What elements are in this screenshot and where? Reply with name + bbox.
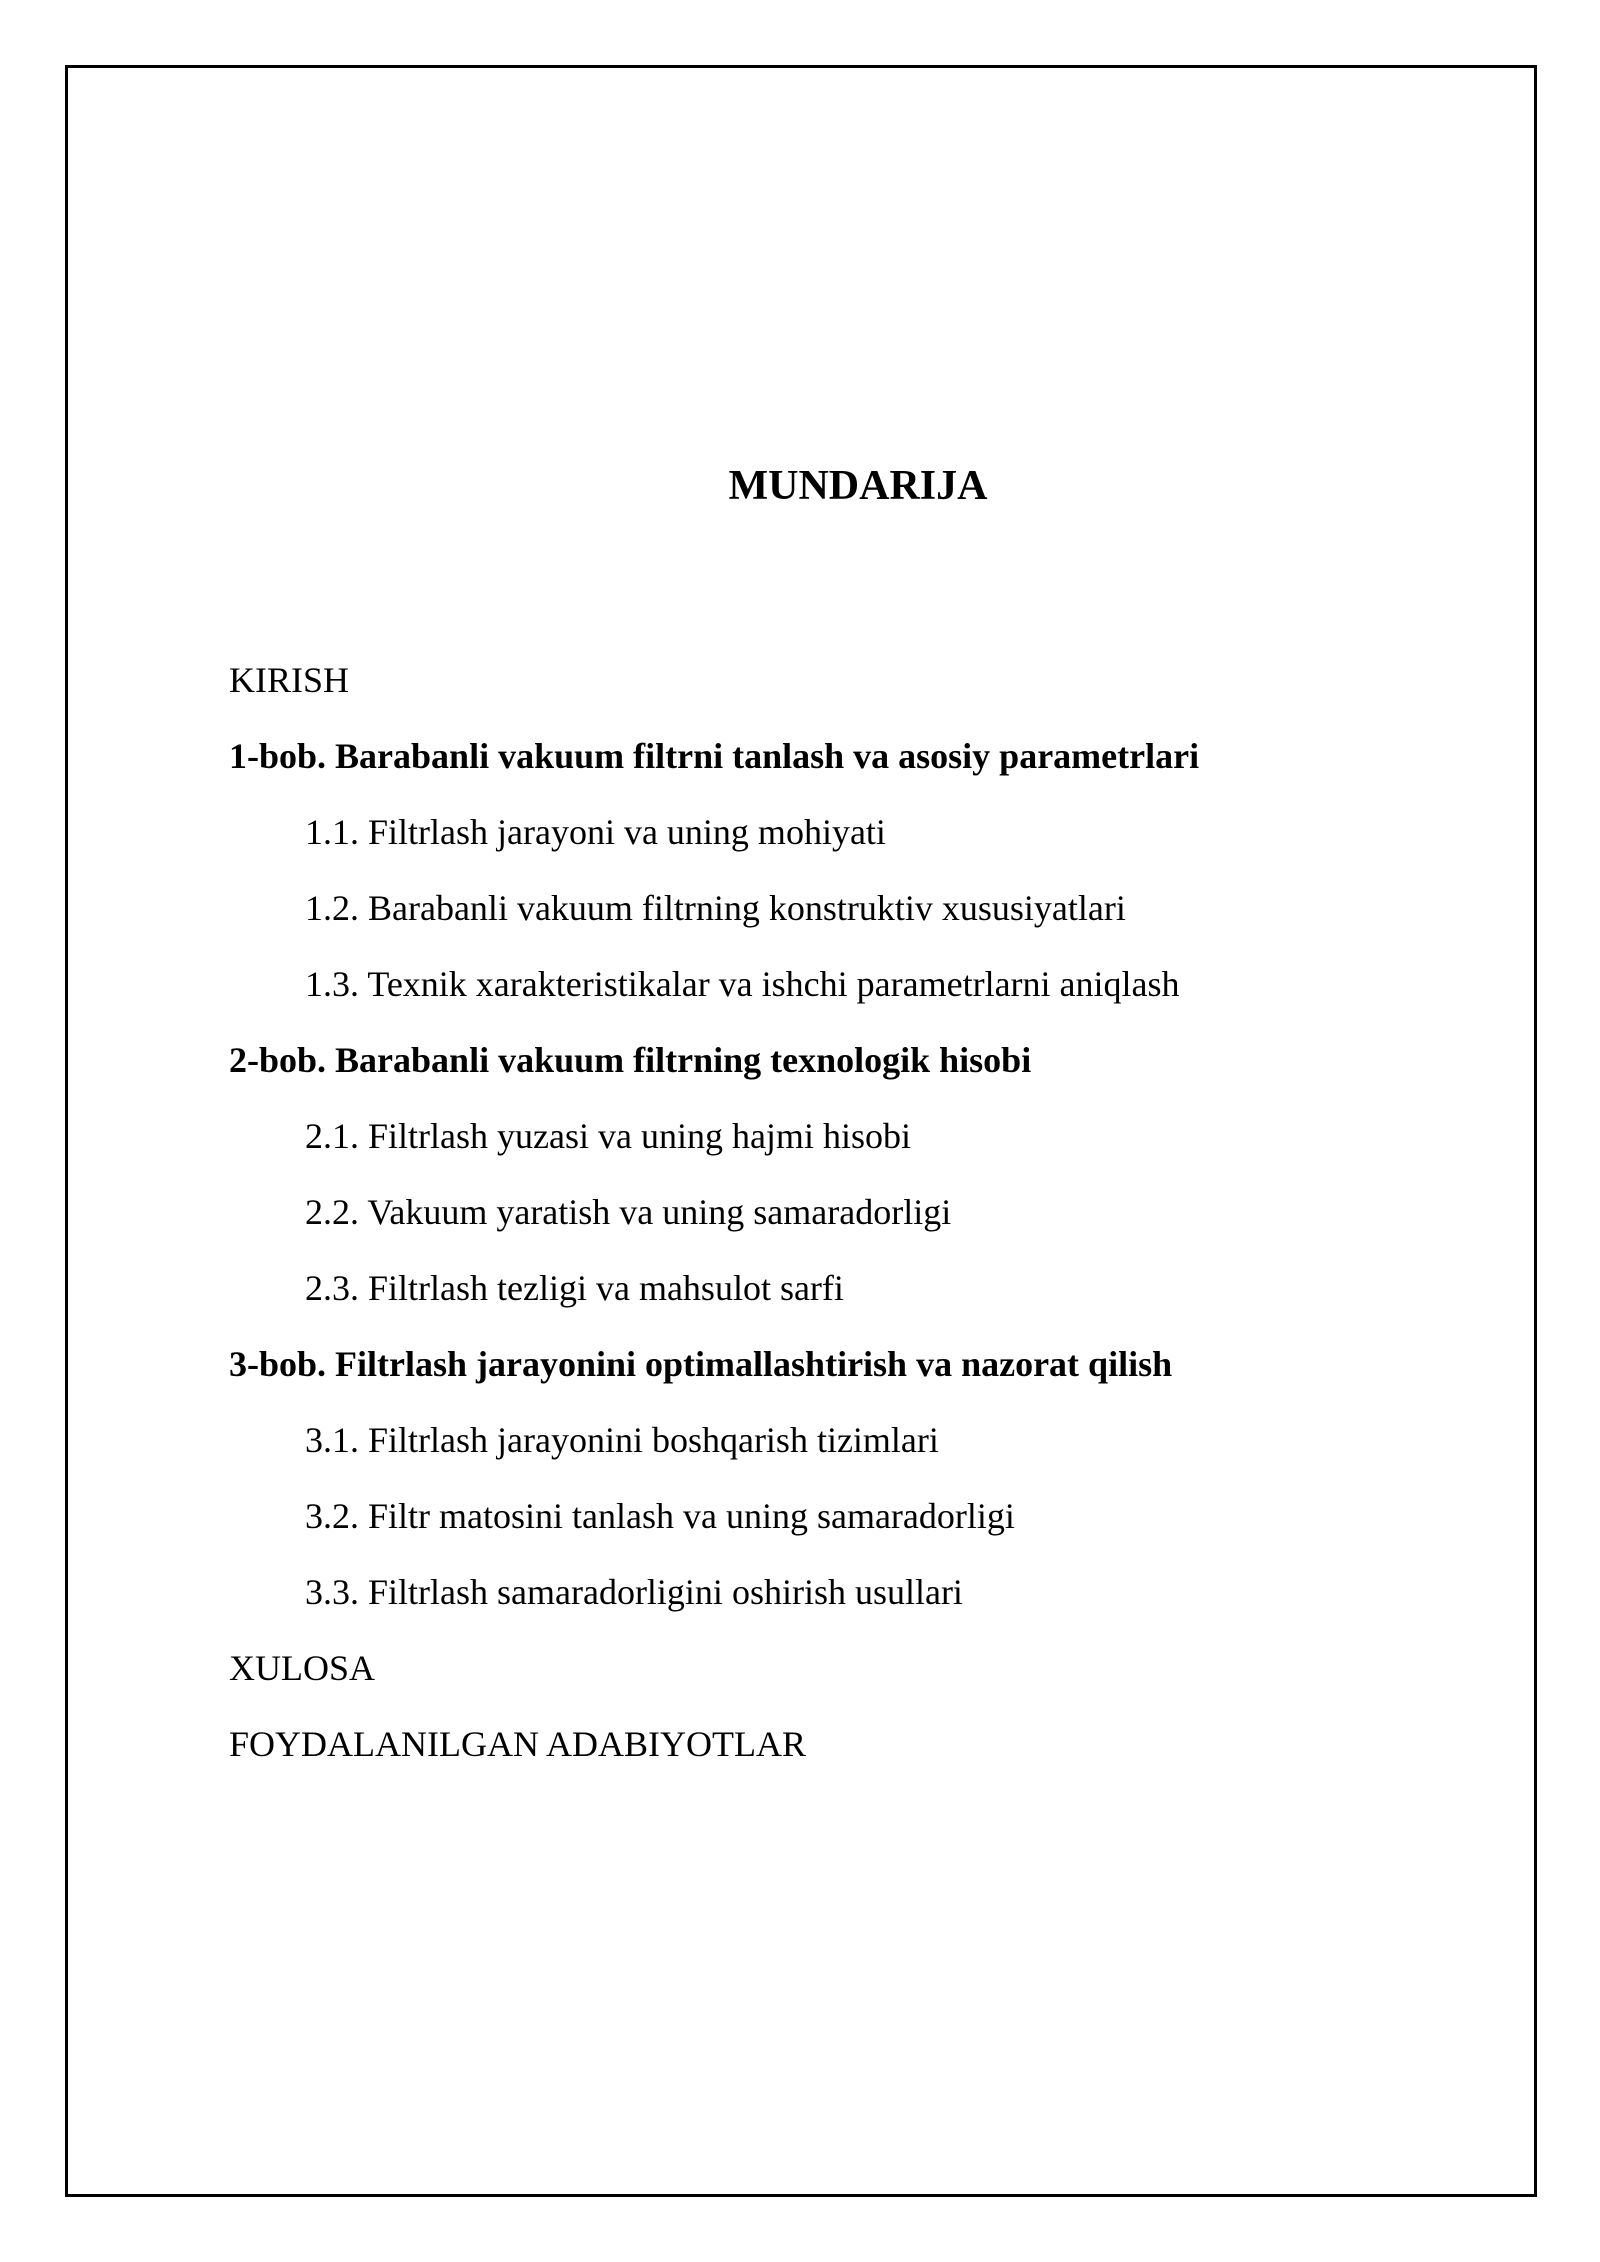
toc-section-3-3: 3.3. Filtrlash samaradorligini oshirish usullari: [305, 1572, 963, 1612]
table-of-contents: [229, 642, 1469, 1782]
toc-section-2-2: 2.2. Vakuum yaratish va uning samaradorligi: [305, 1192, 952, 1232]
toc-section-1-1: 1.1. Filtrlash jarayoni va uning mohiyati: [305, 812, 886, 852]
toc-entry-conclusion: XULOSA: [229, 1648, 376, 1688]
page-title: MUNDARIJA: [728, 463, 988, 509]
toc-section-3-1: 3.1. Filtrlash jarayonini boshqarish tizimlari: [305, 1420, 939, 1460]
toc-section-1-2: 1.2. Barabanli vakuum filtrning konstruktiv xususiyatlari: [305, 888, 1126, 928]
toc-entry-introduction: KIRISH: [229, 660, 350, 700]
toc-chapter-3: 3-bob. Filtrlash jarayonini optimallashtirish va nazorat qilish: [229, 1344, 1173, 1384]
toc-section-2-3: 2.3. Filtrlash tezligi va mahsulot sarfi: [305, 1268, 844, 1308]
toc-section-3-2: 3.2. Filtr matosini tanlash va uning samaradorligi: [305, 1496, 1015, 1536]
toc-chapter-2: 2-bob. Barabanli vakuum filtrning texnologik hisobi: [229, 1040, 1032, 1080]
toc-section-1-3: 1.3. Texnik xarakteristikalar va ishchi parametrlarni aniqlash: [305, 964, 1180, 1004]
toc-entry-references: FOYDALANILGAN ADABIYOTLAR: [229, 1724, 806, 1764]
toc-section-2-1: 2.1. Filtrlash yuzasi va uning hajmi hisobi: [305, 1116, 911, 1156]
toc-chapter-1: 1-bob. Barabanli vakuum filtrni tanlash va asosiy parametrlari: [229, 736, 1200, 776]
